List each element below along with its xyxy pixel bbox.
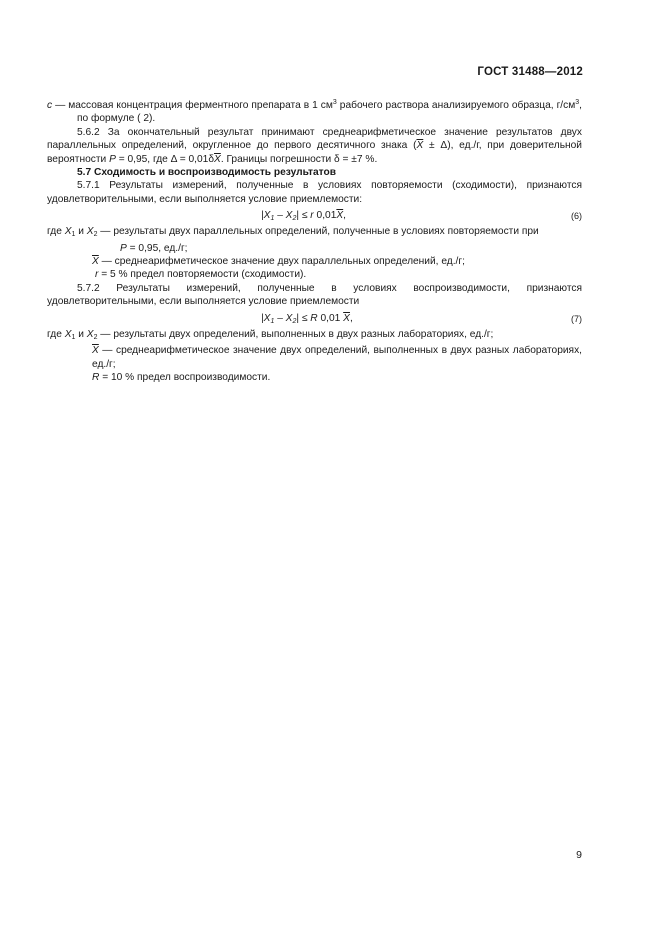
text: = 5 % предел повторяемости (сходимости).: [98, 269, 307, 281]
formula-6-expression: [261, 209, 346, 225]
subscript: 2: [292, 215, 297, 223]
definition-continuation: [47, 242, 582, 255]
symbol-c: c: [47, 100, 53, 111]
subscript: 2: [93, 333, 98, 341]
symbol-r-capital: R: [310, 312, 318, 324]
symbol-p: P: [109, 153, 116, 165]
formula-6: [47, 207, 582, 225]
text: ,: [343, 210, 347, 222]
symbol-x: X: [86, 226, 94, 238]
text: — массовая концентрация ферментного препарата в 1 см: [52, 100, 333, 111]
definition-x1-x2: [47, 225, 582, 241]
symbol-x: X: [64, 226, 72, 238]
text: | ≤: [296, 312, 311, 324]
definition-x1-x2-labs: [47, 328, 582, 344]
definition-r-capital: [47, 371, 582, 384]
symbol-x-bar: $\overline{X}$: [92, 256, 99, 268]
text: . Границы погрешности δ = ±7 %.: [220, 153, 378, 165]
subscript: 2: [93, 231, 98, 239]
subscript: 1: [71, 333, 76, 341]
symbol-r: r: [95, 269, 99, 281]
text: = 10 % предел воспроизводимости.: [99, 371, 271, 383]
text: ,: [349, 312, 353, 324]
definition-c: [47, 96, 582, 126]
text: — среднеарифметическое значение двух определений, выполненных в двух разных лабораториях, ед./г;: [92, 345, 582, 370]
text: 0,01: [317, 312, 344, 324]
text: , по формуле ( 2).: [77, 100, 582, 125]
page-number: 9: [576, 849, 582, 861]
text: |X: [261, 312, 271, 324]
superscript: 3: [575, 99, 580, 106]
text: | ≤: [296, 210, 311, 222]
subscript: 1: [270, 215, 275, 223]
symbol-x-bar: $\overline{X}$: [416, 140, 424, 152]
text: |X: [261, 210, 271, 222]
formula-6-number: (6): [571, 211, 582, 222]
text: = 0,95, где Δ = 0,01δ: [115, 153, 215, 165]
paragraph-5-7-1: 5.7.1 Результаты измерений, полученные в условиях повторяемости (сходимости), признаются удовлетворительными, если выполняется условие приемлемости:: [47, 180, 582, 205]
text: — результаты двух определений, выполненных в двух разных лабораториях, ед./г;: [97, 328, 494, 340]
text: 5.6.2 За окончательный результат принимают среднеарифметическое значение результатов двух параллельных определений, округленное до первого десятичного знака (: [47, 126, 582, 152]
text: — среднеарифметическое значение двух параллельных определений, ед./г;: [98, 256, 465, 268]
paragraph-5-7-2: 5.7.2 Результаты измерений, полученные в условиях воспроизводимости, признаются удовлетворительными, если выполняется условие приемлемости: [47, 282, 582, 308]
subscript: 2: [292, 317, 297, 325]
formula-7: [47, 310, 582, 328]
superscript: 3: [332, 99, 337, 106]
formula-7-expression: [261, 312, 353, 328]
text: и: [75, 328, 87, 340]
text: – X: [274, 210, 293, 222]
symbol-x-bar: $\overline{X}$: [92, 345, 99, 357]
text: ± Δ), ед./г, при доверительной вероятности: [47, 140, 582, 165]
section-heading-5-7: 5.7 Сходимость и воспроизводимость результатов: [77, 167, 336, 179]
definition-x-bar: [47, 255, 582, 268]
definition-x-bar-labs: [47, 344, 582, 371]
text: – X: [274, 312, 293, 324]
text: 0,01: [313, 210, 337, 222]
symbol-r-capital: R: [92, 371, 100, 383]
definition-r: [47, 268, 582, 281]
subscript: 1: [270, 317, 275, 325]
symbol-x: X: [64, 328, 72, 340]
text: — результаты двух параллельных определений, полученные в условиях повторяемости при: [97, 226, 539, 238]
symbol-p: P: [120, 242, 127, 254]
subscript: 1: [71, 231, 76, 239]
symbol-x-bar: $\overline{X}$: [343, 312, 350, 324]
symbol-x-bar: $\overline{X}$: [214, 153, 221, 165]
symbol-x-bar: $\overline{X}$: [336, 210, 344, 222]
document-body: [47, 96, 582, 384]
document-header: ГОСТ 31488—2012: [477, 66, 583, 78]
formula-7-number: (7): [571, 313, 582, 324]
text: где: [47, 328, 65, 340]
paragraph-5-6-2: [47, 126, 582, 166]
text: = 0,95, ед./г;: [126, 242, 188, 254]
text: где: [47, 226, 65, 238]
text: и: [75, 226, 87, 238]
symbol-r: r: [310, 210, 314, 222]
text: рабочего раствора анализируемого образца, г/см: [336, 100, 576, 111]
symbol-x: X: [86, 328, 94, 340]
